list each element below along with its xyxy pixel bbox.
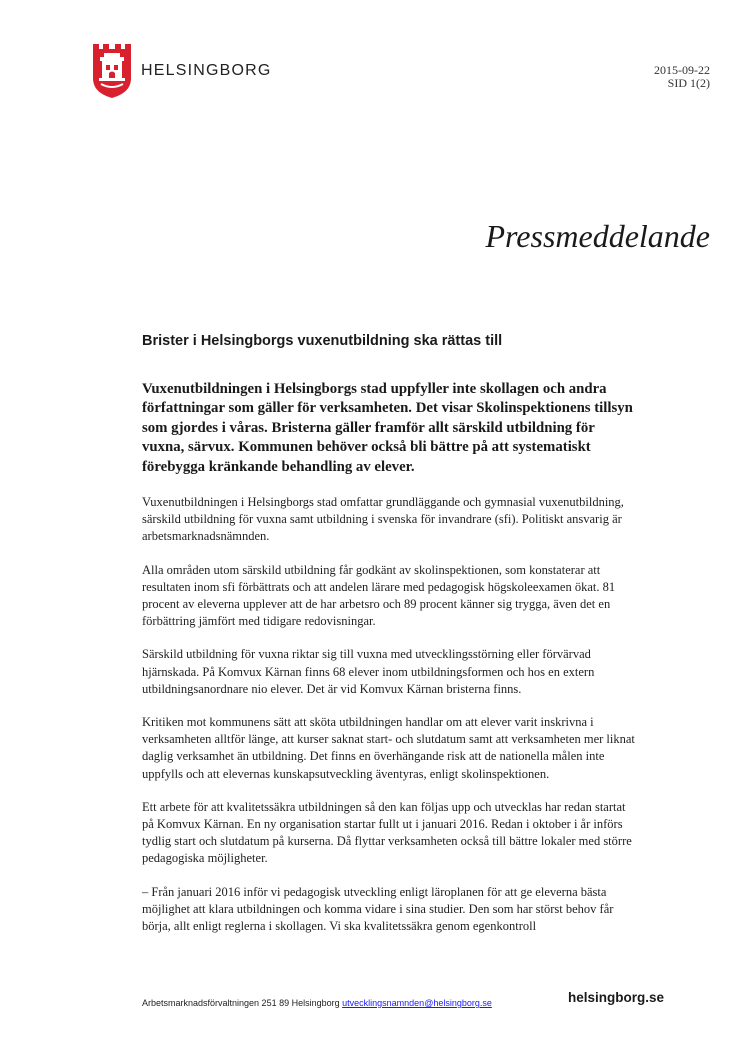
body-paragraph: Ett arbete för att kvalitetssäkra utbildningen så den kan följas upp och utvecklas har redan startat på Komvux Kärnan. En ny organisation startar fullt ut i januari 2016. Redan i oktober i år införs tydlig start och slutdatum på kurserna. Då flyttar verksamheten också till bättre lokaler med större pedagogiska möjligheter. <box>142 799 632 866</box>
body-paragraph: Vuxenutbildningen i Helsingborgs stad omfattar grundläggande och gymnasial vuxenutbildning, särskild utbildning för vuxna samt utbildning i svenska för invandrare (sfi). Politiskt ansvarig är arbetsmarknadsnämnden. <box>142 495 624 544</box>
page-number: SID 1(2) <box>667 76 710 90</box>
article-body <box>142 380 640 951</box>
body-paragraph: Alla områden utom särskild utbildning får godkänt av skolinspektionen, som konstaterar att resultaten inom sfi förbättrats och att andelen lärare med pedagogisk högskoleexamen ökat. 81 procent av eleverna upplever att de har arbetsro och 89 procent känner sig trygga, även det en förbättring jämfört med tidigare redovisningar. <box>142 562 616 629</box>
footer-email-link[interactable]: utvecklingsnamnden@helsingborg.se <box>342 998 492 1008</box>
body-paragraph: Kritiken mot kommunens sätt att sköta utbildningen handlar om att elever varit inskrivna i verksamheten alltför länge, att kurser saknat start- och slutdatum samt att verksamheten mer liknat daglig verksamhet än utbildning. Det finns en överhängande risk att de nationella målen inte uppfylls och att elevernas kunskapsutveckling äventyras, enligt skolinspektionen. <box>142 715 635 781</box>
document-date: 2015-09-22 <box>654 63 710 77</box>
footer-website[interactable]: helsingborg.se <box>567 990 664 1005</box>
brand-name: HELSINGBORG <box>141 62 272 79</box>
headline: Brister i Helsingborgs vuxenutbildning ska rättas till <box>142 333 503 349</box>
document-meta <box>654 64 710 90</box>
helsingborg-crest-logo <box>92 44 132 98</box>
lead-paragraph: Vuxenutbildningen i Helsingborgs stad uppfyller inte skollagen och andra författningar som gäller för verksamheten. Det visar Skolinspektionens tillsyn som gjordes i våras. Bristerna gäller framför allt särskild utbildning för vuxna, särvux. Kommunen behöver också bli bättre på att systematiskt förebygga kränkande behandling av elever. <box>142 381 633 475</box>
footer-address <box>142 998 492 1008</box>
body-paragraph: – Från januari 2016 inför vi pedagogisk utveckling enligt läroplanen för att ge eleverna bästa möjlighet att klara utbildningen och komma vidare i sina studier. Den som har störst behov får börja, allt enligt reglerna i skollagen. Vi ska kvalitetssäkra genom egenkontroll <box>142 884 614 934</box>
footer <box>142 990 668 1011</box>
document-type: Pressmeddelande <box>485 218 710 254</box>
body-paragraph: Särskild utbildning för vuxna riktar sig till vuxna med utvecklingsstörning eller förvärvad hjärnskada. På Komvux Kärnan finns 68 elever inom utbildningsformen och hos en extern utbildningsanordnare nio elever. Det är vid Komvux Kärnan bristerna finns. <box>142 647 595 696</box>
footer-address-text: Arbetsmarknadsförvaltningen 251 89 Helsingborg <box>142 998 340 1008</box>
